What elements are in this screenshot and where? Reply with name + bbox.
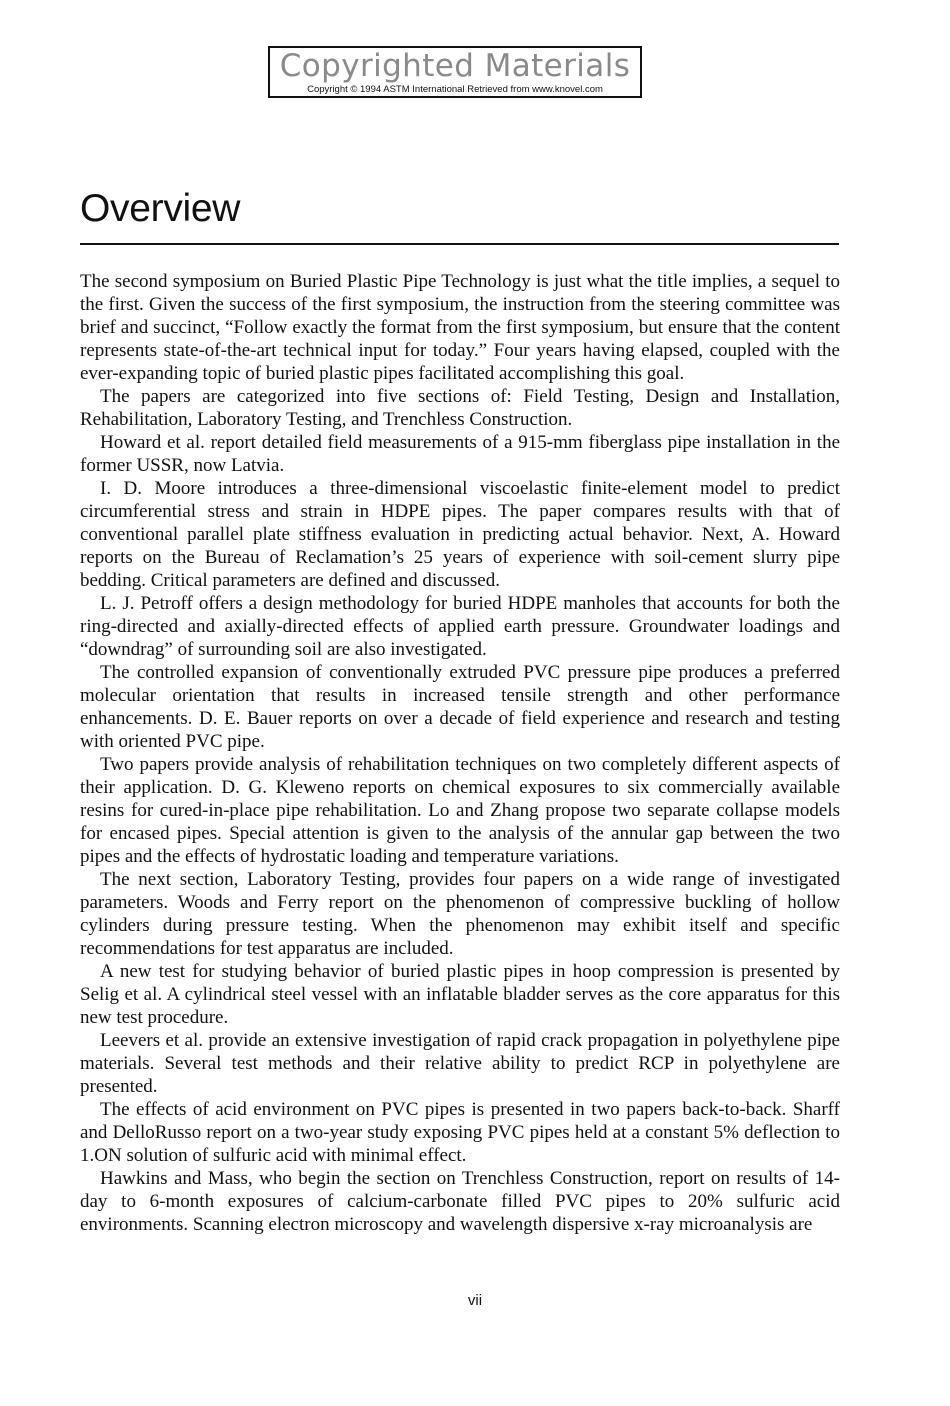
- paragraph: I. D. Moore introduces a three-dimensional viscoelastic finite-element model to predict circumferential stress and strain in HDPE pipes. The paper compares results with that of conventional parallel plate stiffness evaluation in predicting actual behavior. Next, A. Howard reports on the Bureau of Reclamation’s 25 years of experience with soil-cement slurry pipe bedding. Critical parameters are defined and discussed.: [80, 478, 840, 591]
- copyright-notice: Copyright © 1994 ASTM International Retrieved from www.knovel.com: [307, 84, 603, 95]
- paragraph: The next section, Laboratory Testing, provides four papers on a wide range of investigated parameters. Woods and Ferry report on the phenomenon of compressive buckling of hollow cylinders during pressure testing. When the phenomenon may exhibit itself and specific recommendations for test apparatus are included.: [80, 869, 840, 959]
- paragraph: L. J. Petroff offers a design methodology for buried HDPE manholes that accounts for both the ring-directed and axially-directed effects of applied earth pressure. Groundwater loadings and “downdrag” of surrounding soil are also investigated.: [80, 593, 840, 660]
- body-text: [80, 270, 840, 1236]
- paragraph: Howard et al. report detailed field measurements of a 915-mm fiberglass pipe installation in the former USSR, now Latvia.: [80, 432, 840, 476]
- paragraph: A new test for studying behavior of buried plastic pipes in hoop compression is presented by Selig et al. A cylindrical steel vessel with an inflatable bladder serves as the core apparatus for this new test procedure.: [80, 961, 840, 1028]
- paragraph: Two papers provide analysis of rehabilitation techniques on two completely different aspects of their application. D. G. Kleweno reports on chemical exposures to six commercially available resins for cured-in-place pipe rehabilitation. Lo and Zhang propose two separate collapse models for encased pipes. Special attention is given to the analysis of the annular gap between the two pipes and the effects of hydrostatic loading and temperature variations.: [80, 754, 840, 867]
- paragraph: Leevers et al. provide an extensive investigation of rapid crack propagation in polyethylene pipe materials. Several test methods and their relative ability to predict RCP in polyethylene are presented.: [80, 1030, 840, 1097]
- page-title: Overview: [80, 187, 241, 230]
- paragraph: Hawkins and Mass, who begin the section on Trenchless Construction, report on results of 14-day to 6-month exposures of calcium-carbonate filled PVC pipes to 20% sulfuric acid environments. Scanning electron microscopy and wavelength dispersive x-ray microanalysis are: [80, 1168, 840, 1235]
- paragraph: The second symposium on Buried Plastic Pipe Technology is just what the title implies, a sequel to the first. Given the success of the first symposium, the instruction from the steering committee was brief and succinct, “Follow exactly the format from the first symposium, but ensure that the content represents state-of-the-art technical input for today.” Four years having elapsed, coupled with the ever-expanding topic of buried plastic pipes facilitated accomplishing this goal.: [80, 271, 840, 384]
- title-rule: [80, 243, 839, 245]
- copyright-watermark: [268, 46, 642, 98]
- paragraph: The papers are categorized into five sections of: Field Testing, Design and Installation, Rehabilitation, Laboratory Testing, and Trenchless Construction.: [80, 386, 840, 430]
- paragraph: The effects of acid environment on PVC pipes is presented in two papers back-to-back. Sharff and DelloRusso report on a two-year study exposing PVC pipes held at a constant 5% deflection to 1.ON solution of sulfuric acid with minimal effect.: [80, 1099, 840, 1166]
- page-number: vii: [467, 1292, 483, 1309]
- paragraph: The controlled expansion of conventionally extruded PVC pressure pipe produces a preferred molecular orientation that results in increased tensile strength and other performance enhancements. D. E. Bauer reports on over a decade of field experience and research and testing with oriented PVC pipe.: [80, 662, 840, 752]
- copyright-title: Copyrighted Materials: [279, 48, 631, 84]
